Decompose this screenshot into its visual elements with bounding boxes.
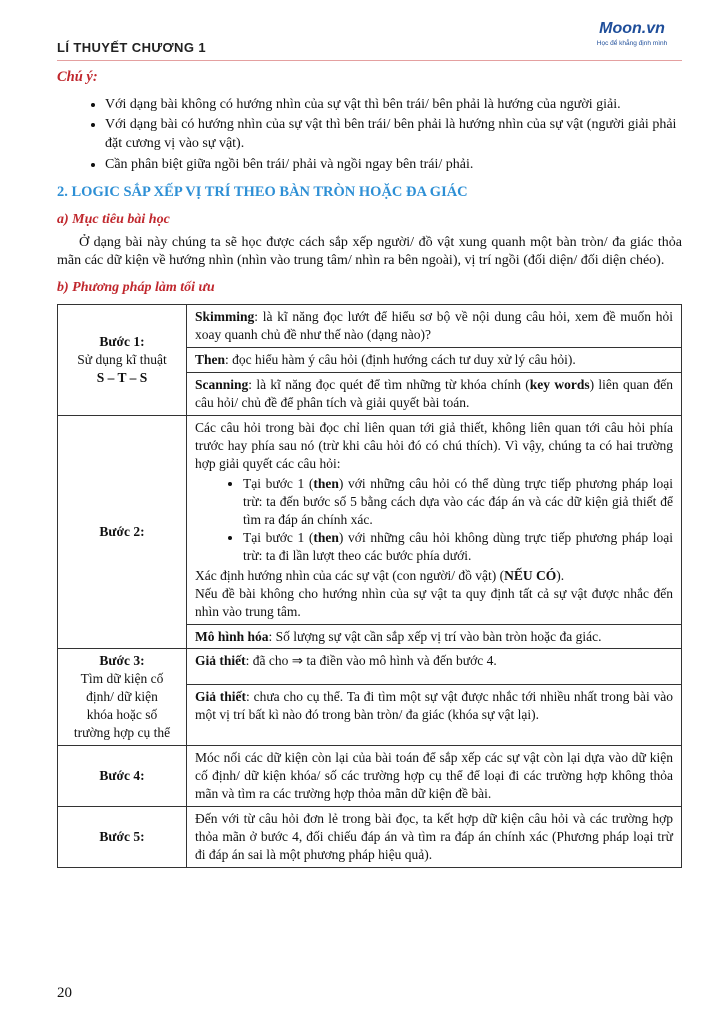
step5-content: Đến với từ câu hỏi đơn lẻ trong bài đọc, ta kết hợp dữ kiện câu hỏi và các trường hợp thỏa mãn ở bước 4, đối chiếu đáp án và tìm ra đáp án chính xác (Phương pháp loại trừ đi đáp án sai là một phương pháp hiệu quả).	[187, 807, 682, 868]
step3-cell	[58, 649, 187, 746]
goal-paragraph: Ở dạng bài này chúng ta sẽ học được cách sắp xếp người/ đồ vật xung quanh một bàn tròn/ đa giác thỏa mãn các dữ kiện về hướng nhìn (nhìn vào trung tâm/ nhìn ra bên ngoài), vị trí ngồi (đối diện/ đối diện chéo).	[57, 234, 682, 269]
section-title: 2. LOGIC SẮP XẾP VỊ TRÍ THEO BÀN TRÒN HOẶC ĐA GIÁC	[57, 184, 468, 201]
case-text: Tại bước 1 (	[243, 529, 314, 545]
then-term: then	[313, 475, 339, 491]
step5-cell	[58, 807, 187, 868]
scanning-text-end: ) liên quan đến câu hỏi/ chủ đề để phân tích và giải quyết bài toán.	[195, 377, 673, 411]
step2-cell	[58, 416, 187, 649]
step4-content: Móc nối các dữ kiện còn lại của bài toán để sắp xếp các sự vật còn lại dựa vào dữ kiện cố định/ dữ kiện khóa/ số các trường hợp cụ thể để loại đi các trường hợp không thỏa mãn và tìm ra các trường hợp thỏa mãn dữ kiện đề bài.	[187, 746, 682, 807]
step1-cell	[58, 305, 187, 416]
step5-title: Bước 5:	[99, 829, 145, 845]
given1-cell	[187, 649, 682, 685]
table-row	[58, 416, 682, 624]
step2-case-list	[195, 475, 673, 565]
given-term: Giả thiết	[195, 689, 247, 705]
table-row	[58, 305, 682, 348]
method-title: b) Phương pháp làm tối ưu	[57, 280, 215, 296]
step2-case	[243, 475, 673, 529]
table-row	[58, 746, 682, 807]
given-text: : chưa cho cụ thể. Ta đi tìm một sự vật được nhắc tới nhiều nhất trong bài vào một vị trí bất kì nào đó trong bàn tròn/ đa giác (khóa sự vật lại).	[195, 689, 673, 722]
direction-post: ).	[556, 567, 565, 583]
direction-pre: Xác định hướng nhìn của các sự vật (con người/ đồ vật) (	[195, 567, 505, 583]
then-text: : đọc hiểu hàm ý câu hỏi (định hướng cách tư duy xử lý câu hỏi).	[225, 352, 576, 368]
step3-title: Bước 3:	[99, 653, 145, 669]
step3-line: định/ dữ kiện	[86, 689, 158, 705]
model-term: Mô hình hóa	[195, 628, 269, 644]
step2-case	[243, 529, 673, 565]
method-table	[57, 304, 682, 868]
logo-tagline: Học để khẳng định mình	[596, 40, 668, 47]
chapter-title: LÍ THUYẾT CHƯƠNG 1	[57, 40, 206, 55]
scanning-term: Scanning	[195, 377, 249, 393]
case-text: ) với những câu hỏi có thể dùng trực tiếp phương pháp loại trừ: ta đến bước số 5 bằng cách dựa vào các đáp án và các dữ kiện giả thiết để tìm ra đáp án chính xác.	[243, 475, 673, 527]
step2-content	[187, 416, 682, 624]
scanning-cell	[187, 373, 682, 416]
case-text: ) với những câu hỏi không dùng trực tiếp phương pháp loại trừ: ta đi lần lượt theo các bước phía dưới.	[243, 529, 673, 563]
scanning-text: : là kĩ năng đọc quét để tìm những từ khóa chính (	[248, 377, 530, 393]
then-term: Then	[195, 352, 226, 368]
goal-title: a) Mục tiêu bài học	[57, 211, 170, 227]
direction-emphasis: NẾU CÓ	[504, 567, 557, 583]
page-number: 20	[57, 985, 72, 1001]
step2-title: Bước 2:	[99, 524, 145, 540]
logo-text: Moon.vn	[599, 20, 665, 37]
note-item: • Với dạng bài có hướng nhìn của sự vật thì bên trái/ bên phải là hướng nhìn của sự vật (người giải phải đặt cương vị vào sự vật).	[105, 116, 682, 154]
page-header	[0, 0, 721, 64]
note-item: • Với dạng bài không có hướng nhìn của sự vật thì bên trái/ bên phải là hướng của người giải.	[105, 96, 682, 115]
table-row	[58, 807, 682, 868]
key-words-term: key words	[529, 377, 590, 393]
step4-cell	[58, 746, 187, 807]
page-content	[57, 68, 682, 868]
table-row	[58, 649, 682, 685]
note-heading: Chú ý:	[57, 69, 98, 85]
then-term: then	[313, 529, 339, 545]
step1-line1: Sử dụng kĩ thuật	[77, 352, 167, 368]
step3-line: trường hợp cụ thể	[73, 725, 171, 741]
moon-logo	[584, 20, 680, 47]
step4-title: Bước 4:	[99, 768, 145, 784]
direction-text	[195, 567, 673, 585]
skimming-cell	[187, 305, 682, 348]
case-text: Tại bước 1 (	[243, 475, 314, 491]
skimming-term: Skimming	[195, 309, 255, 325]
step3-line: khóa hoặc số	[86, 707, 158, 723]
then-cell	[187, 348, 682, 373]
model-cell	[187, 624, 682, 649]
step1-line2: S – T – S	[96, 370, 148, 386]
step2-intro: Các câu hỏi trong bài đọc chỉ liên quan tới giả thiết, không liên quan tới câu hỏi phía trước hay phía sau nó (trừ khi câu hỏi đó có chú thích). Vì vậy, chúng ta có hai trường hợp giải quyết các câu hỏi:	[195, 420, 673, 471]
note-list	[57, 96, 682, 176]
given-term: Giả thiết	[195, 653, 246, 669]
header-divider	[57, 60, 682, 61]
step1-title: Bước 1:	[99, 334, 145, 350]
direction-note: Nếu đề bài không cho hướng nhìn của sự vật ta quy định tất cả sự vật được nhắc đến nhìn vào trung tâm.	[195, 585, 673, 619]
skimming-text: : là kĩ năng đọc lướt để hiểu sơ bộ về nội dung câu hỏi, xem đề muốn hỏi xoay quanh chủ đề như thế nào (dạng nào)?	[195, 309, 673, 343]
step3-line: Tìm dữ kiện cố	[80, 671, 164, 687]
model-text: : Số lượng sự vật cần sắp xếp vị trí vào bàn tròn hoặc đa giác.	[268, 628, 602, 644]
note-item: • Cần phân biệt giữa ngồi bên trái/ phải và ngồi ngay bên trái/ phải.	[105, 156, 682, 175]
given-text: : đã cho ⇒ ta điền vào mô hình và đến bước 4.	[245, 653, 497, 669]
given2-cell	[187, 685, 682, 746]
